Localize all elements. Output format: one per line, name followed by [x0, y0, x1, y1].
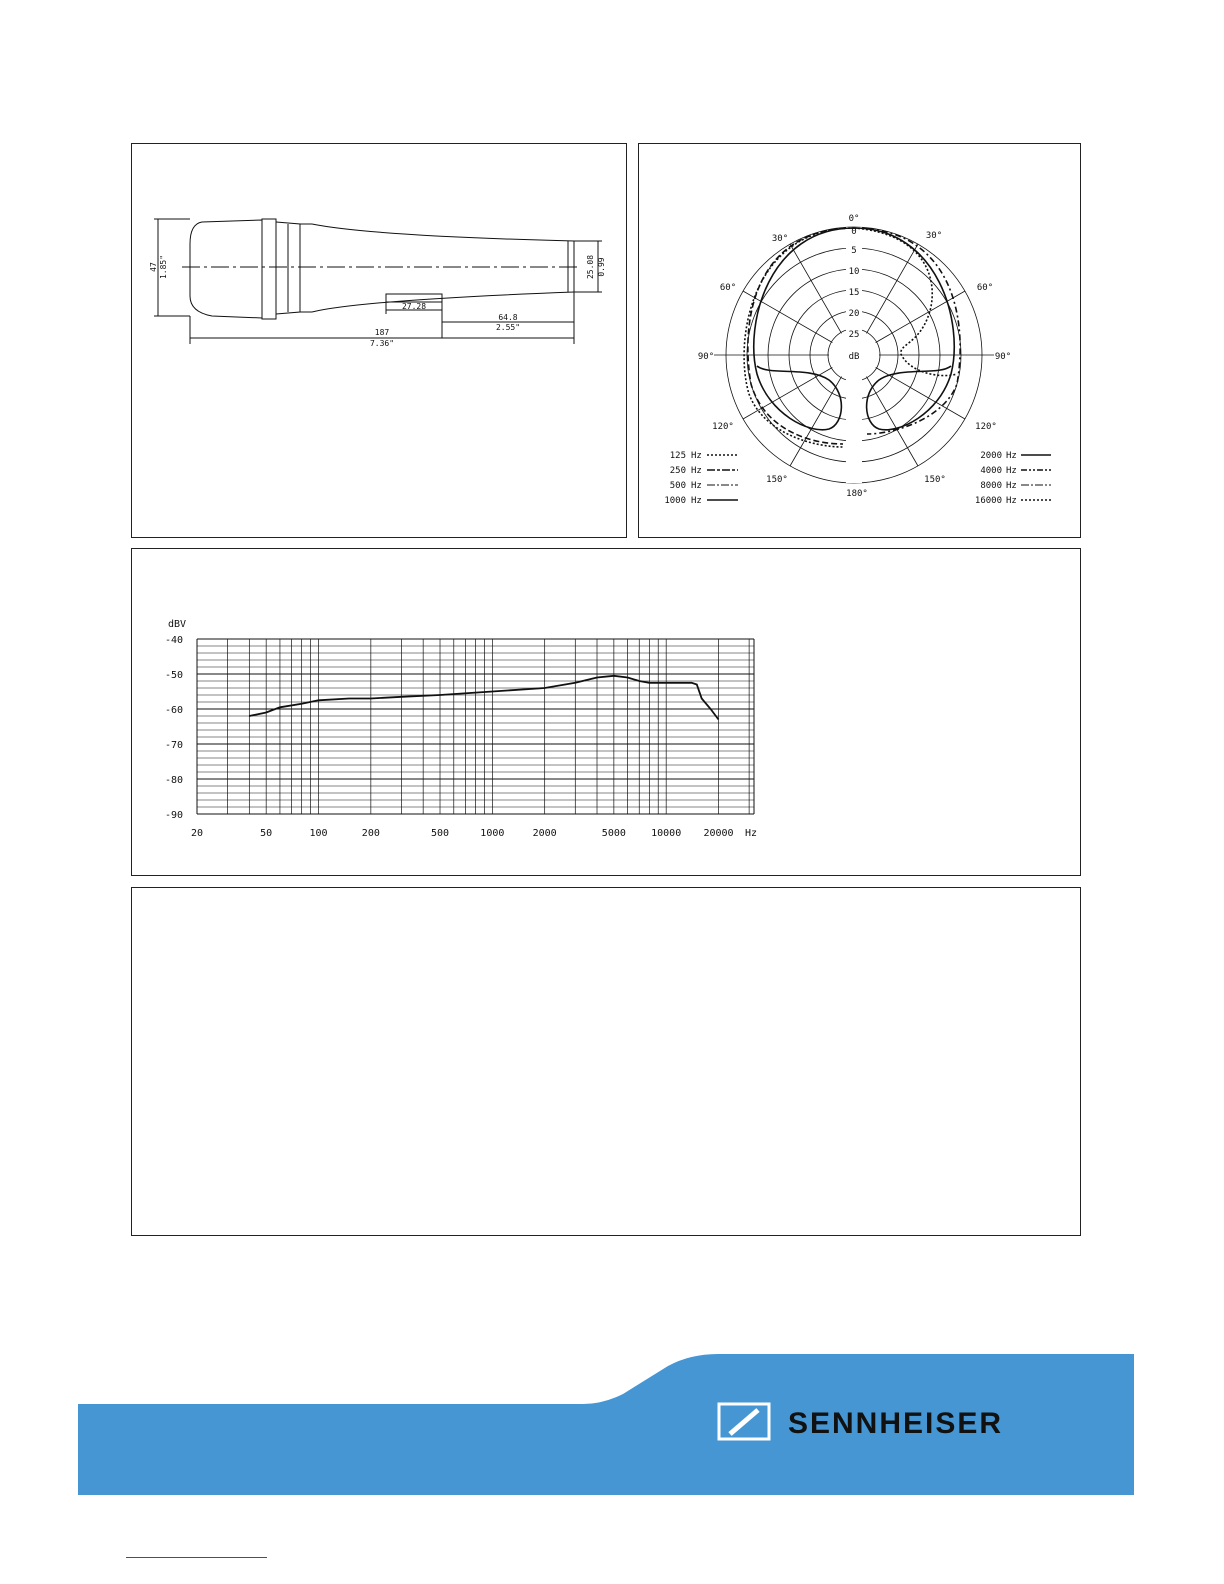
y-tick-label: -70	[164, 740, 183, 751]
height-in-label: 1.85"	[159, 254, 168, 280]
height-mm-label: 47	[149, 262, 158, 272]
mic-ring-outline	[262, 219, 276, 319]
legend-unit-8000: Hz	[1006, 481, 1017, 491]
x-tick-label: 20	[190, 828, 204, 839]
legend-freq-2000: 2000	[980, 451, 1002, 461]
legend-freq-250: 250	[669, 466, 686, 476]
legend-freq-1000: 1000	[664, 496, 686, 506]
angle-60-left-label: 60°	[719, 283, 737, 293]
x-tick-label: 50	[260, 828, 273, 839]
legend-freq-8000: 8000	[980, 481, 1002, 491]
x-tick-label: 500	[430, 828, 450, 839]
scale-10-label: 10	[848, 267, 860, 277]
scale-25-label: 25	[848, 330, 860, 340]
angle-30-left-label: 30°	[771, 234, 789, 244]
legend-unit-125: Hz	[691, 451, 702, 461]
brand-footer-band	[78, 1354, 1134, 1495]
legend-unit-1000: Hz	[691, 496, 702, 506]
x-tick-label: 2000	[532, 828, 557, 839]
angle-30-right-label: 30°	[925, 231, 943, 241]
angle-150-left-label: 150°	[766, 475, 788, 485]
legend-unit-2000: Hz	[1006, 451, 1017, 461]
blank-content-panel	[131, 887, 1081, 1236]
frequency-response-line	[249, 676, 718, 720]
y-tick-label: -60	[164, 705, 183, 716]
legend-freq-500: 500	[669, 481, 686, 491]
length-in-label: 7.36"	[369, 339, 395, 348]
scale-unit-label: dB	[848, 352, 860, 362]
x-tick-label: 1000	[480, 828, 505, 839]
scale-15-label: 15	[848, 288, 860, 298]
scale-5-label: 5	[851, 246, 857, 256]
polar-pattern-diagram	[639, 144, 1080, 537]
dimension-drawing-panel	[131, 143, 627, 538]
x-tick-label: 20000	[703, 828, 734, 839]
brand-name-label: SENNHEISER	[788, 1407, 1004, 1440]
tail-in-label: 2.55"	[495, 323, 521, 332]
legend-unit-250: Hz	[691, 466, 702, 476]
scale-20-label: 20	[848, 309, 860, 319]
angle-120-right-label: 120°	[975, 422, 997, 432]
angle-90-right-label: 90°	[994, 352, 1012, 362]
y-tick-label: -80	[164, 775, 183, 786]
polar-curve-4000	[854, 228, 960, 434]
chart-grid	[197, 639, 754, 814]
x-axis-unit-label: Hz	[745, 828, 758, 839]
frequency-response-chart	[132, 549, 1080, 875]
y-axis-unit-label: dBV	[168, 619, 187, 630]
length-mm-label: 187	[374, 328, 390, 337]
polar-pattern-panel	[638, 143, 1081, 538]
legend-unit-16000: Hz	[1006, 496, 1017, 506]
legend-unit-500: Hz	[691, 481, 702, 491]
angle-90-left-label: 90°	[697, 352, 715, 362]
legend-freq-4000: 4000	[980, 466, 1002, 476]
legend-freq-16000: 16000	[974, 496, 1002, 506]
y-tick-label: -90	[164, 810, 183, 821]
tail-mm-label: 64.8	[498, 313, 518, 322]
mic-body-top-outline	[312, 224, 574, 241]
microphone-dimension-drawing	[132, 144, 626, 537]
angle-0-label: 0°	[848, 214, 860, 224]
mic-body-bottom-outline	[312, 292, 574, 312]
mic-head-outline	[190, 220, 262, 318]
x-tick-label: 10000	[651, 828, 682, 839]
x-tick-label: 5000	[601, 828, 626, 839]
legend-freq-125: 125	[669, 451, 686, 461]
y-tick-label: -50	[164, 670, 183, 681]
x-tick-label: 200	[361, 828, 380, 839]
angle-120-left-label: 120°	[712, 422, 734, 432]
scale-0-label: 0	[851, 227, 857, 237]
frequency-response-panel	[131, 548, 1081, 876]
slot-mm-label: 27.28	[401, 302, 427, 311]
dia-in-label: 0.99	[597, 257, 606, 277]
footer-link-underline	[126, 1557, 267, 1558]
angle-60-right-label: 60°	[976, 283, 994, 293]
angle-150-right-label: 150°	[924, 475, 946, 485]
dia-mm-label: 25.08	[586, 254, 595, 280]
y-tick-label: -40	[164, 635, 183, 646]
x-tick-label: 100	[309, 828, 328, 839]
legend-unit-4000: Hz	[1006, 466, 1017, 476]
angle-180-label: 180°	[846, 489, 868, 499]
